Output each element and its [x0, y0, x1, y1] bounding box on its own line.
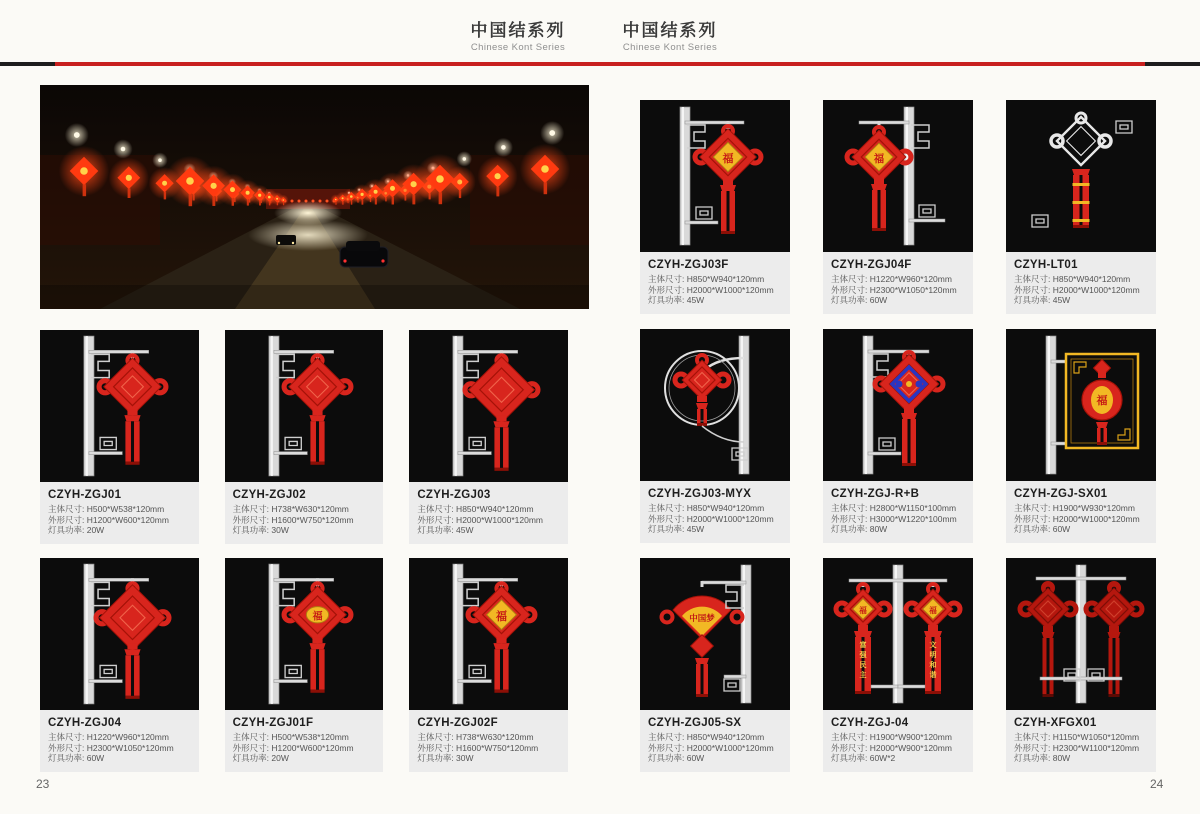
- svg-text:福: 福: [722, 153, 734, 165]
- product-spec-line: 灯具功率: 80W: [831, 524, 888, 534]
- product-image: [40, 330, 199, 482]
- product-label: [823, 481, 973, 543]
- product-card: [225, 558, 384, 772]
- product-image: [40, 558, 199, 710]
- product-spec-line: 灯具功率: 60W: [831, 295, 888, 305]
- product-specs: [831, 732, 965, 764]
- street-night-photo: [40, 85, 589, 309]
- product-spec-line: 外形尺寸: H2000*W1000*120mm: [1014, 284, 1140, 295]
- product-spec-line: 外形尺寸: H2000*W900*120mm: [831, 742, 952, 753]
- product-spec-line: 灯具功率: 45W: [1014, 295, 1071, 305]
- product-code: CZYH-ZGJ-R+B: [831, 488, 920, 500]
- product-label: [640, 252, 790, 314]
- product-spec-line: 外形尺寸: H1600*W750*120mm: [232, 514, 354, 525]
- product-specs: [831, 274, 965, 306]
- product-label: [823, 252, 973, 314]
- series-subtitle-en-left: Chinese Kont Series: [470, 42, 566, 53]
- product-label: [40, 482, 199, 544]
- svg-text:主: 主: [859, 672, 867, 679]
- product-spec-line: 灯具功率: 80W: [1014, 753, 1071, 763]
- product-code: CZYH-LT01: [1014, 259, 1078, 271]
- product-code: CZYH-ZGJ03-MYX: [648, 488, 752, 500]
- product-spec-line: 主体尺寸: H850*W940*120mm: [417, 504, 534, 514]
- product-spec-line: 外形尺寸: H2000*W1000*120mm: [648, 742, 774, 753]
- product-spec-line: 灯具功率: 45W: [648, 524, 705, 534]
- product-image: [640, 329, 790, 481]
- product-specs: [417, 504, 560, 536]
- product-specs: [831, 503, 965, 535]
- product-card: [1006, 558, 1156, 772]
- product-specs: [48, 504, 191, 536]
- product-card: [409, 330, 568, 544]
- page-number-left: 23: [36, 777, 50, 791]
- product-code: CZYH-ZGJ04: [48, 717, 122, 729]
- product-code: CZYH-ZGJ-04: [831, 717, 909, 729]
- product-spec-line: 外形尺寸: H1600*W750*120mm: [417, 742, 539, 753]
- series-subtitle-en-right: Chinese Kont Series: [622, 42, 718, 53]
- product-spec-line: 灯具功率: 30W: [417, 753, 474, 763]
- svg-text:福: 福: [312, 611, 323, 623]
- svg-text:民: 民: [859, 662, 867, 669]
- product-spec-line: 主体尺寸: H1150*W1050*120mm: [1014, 732, 1140, 742]
- product-spec-line: 灯具功率: 45W: [648, 295, 705, 305]
- product-label: [823, 710, 973, 772]
- product-label: [1006, 252, 1156, 314]
- product-code: CZYH-ZGJ02F: [417, 717, 498, 729]
- product-spec-line: 主体尺寸: H850*W940*120mm: [1014, 274, 1131, 284]
- product-spec-line: 外形尺寸: H1200*W600*120mm: [232, 742, 354, 753]
- svg-text:福: 福: [496, 610, 508, 623]
- product-spec-line: 主体尺寸: H500*W538*120mm: [48, 504, 165, 514]
- product-image: [409, 330, 568, 482]
- product-label: [640, 481, 790, 543]
- product-label: [225, 710, 384, 772]
- product-spec-line: 灯具功率: 60W: [1014, 524, 1071, 534]
- product-spec-line: 外形尺寸: H2000*W1000*120mm: [648, 513, 774, 524]
- product-label: [640, 710, 790, 772]
- product-spec-line: 主体尺寸: H850*W940*120mm: [648, 274, 765, 284]
- product-specs: [648, 503, 782, 535]
- product-grid-left: [40, 330, 568, 772]
- product-image: [225, 330, 384, 482]
- product-label: [40, 710, 199, 772]
- header-rule-end-right: [1145, 62, 1200, 66]
- svg-text:富: 富: [859, 642, 867, 649]
- product-card: [640, 100, 790, 314]
- product-label: [1006, 710, 1156, 772]
- product-spec-line: 主体尺寸: H2800*W1150*100mm: [831, 503, 957, 513]
- svg-text:明: 明: [929, 652, 937, 659]
- product-grid-right: [640, 100, 1156, 772]
- product-code: CZYH-ZGJ03: [417, 489, 491, 501]
- product-specs: [648, 274, 782, 306]
- product-image: [225, 558, 384, 710]
- product-image: [409, 558, 568, 710]
- svg-text:文: 文: [929, 642, 937, 649]
- product-spec-line: 主体尺寸: H500*W538*120mm: [232, 732, 349, 742]
- product-specs: [1014, 732, 1148, 764]
- product-label: [409, 710, 568, 772]
- header-rule-end-left: [0, 62, 55, 66]
- product-specs: [233, 732, 376, 764]
- svg-text:和: 和: [929, 662, 937, 669]
- product-code: CZYH-ZGJ05-SX: [648, 717, 742, 729]
- product-spec-line: 外形尺寸: H3000*W1220*100mm: [831, 513, 957, 524]
- product-spec-line: 灯具功率: 20W: [48, 525, 105, 535]
- product-spec-line: 外形尺寸: H2000*W1000*120mm: [648, 284, 774, 295]
- product-card: [409, 558, 568, 772]
- product-spec-line: 灯具功率: 20W: [232, 753, 289, 763]
- page-number-right: 24: [1150, 777, 1164, 791]
- product-image: [1006, 329, 1156, 481]
- product-specs: [417, 732, 560, 764]
- product-specs: [48, 732, 191, 764]
- page-left-header: [433, 16, 603, 53]
- product-label: [409, 482, 568, 544]
- product-spec-line: 外形尺寸: H2000*W1000*120mm: [1014, 513, 1140, 524]
- series-title-cn-left: 中国结系列: [470, 21, 566, 40]
- product-spec-line: 灯具功率: 60W: [648, 753, 705, 763]
- product-spec-line: 外形尺寸: H2300*W1050*120mm: [48, 742, 174, 753]
- product-label: [1006, 481, 1156, 543]
- product-image: [823, 100, 973, 252]
- product-card: [823, 329, 973, 543]
- product-specs: [1014, 274, 1148, 306]
- product-spec-line: 灯具功率: 60W*2: [831, 753, 896, 763]
- product-specs: [648, 732, 782, 764]
- product-card: [823, 100, 973, 314]
- svg-text:中国梦: 中国梦: [689, 613, 715, 623]
- svg-text:福: 福: [929, 605, 937, 615]
- product-code: CZYH-ZGJ-SX01: [1014, 488, 1108, 500]
- product-spec-line: 外形尺寸: H2300*W1050*120mm: [831, 284, 957, 295]
- header-rule: [0, 62, 1200, 66]
- product-image: [640, 558, 790, 710]
- product-image: [823, 329, 973, 481]
- product-spec-line: 外形尺寸: H1200*W600*120mm: [48, 514, 169, 525]
- product-code: CZYH-ZGJ01: [48, 489, 122, 501]
- product-spec-line: 灯具功率: 60W: [48, 753, 105, 763]
- product-image: [1006, 558, 1156, 710]
- product-card: [1006, 329, 1156, 543]
- product-code: CZYH-XFGX01: [1014, 717, 1097, 729]
- page-right-header: [585, 16, 755, 53]
- product-spec-line: 主体尺寸: H1900*W930*120mm: [1014, 503, 1135, 513]
- product-code: CZYH-ZGJ02: [232, 489, 306, 501]
- product-specs: [233, 504, 376, 536]
- product-spec-line: 外形尺寸: H2300*W1100*120mm: [1014, 742, 1140, 753]
- product-card: [823, 558, 973, 772]
- product-image: [823, 558, 973, 710]
- series-title-cn-right: 中国结系列: [622, 21, 718, 40]
- svg-text:福: 福: [1096, 395, 1108, 407]
- product-card: [640, 329, 790, 543]
- product-card: [40, 558, 199, 772]
- product-spec-line: 外形尺寸: H2000*W1000*120mm: [417, 514, 543, 525]
- product-code: CZYH-ZGJ04F: [831, 259, 912, 271]
- product-spec-line: 主体尺寸: H738*W630*120mm: [417, 732, 534, 742]
- product-code: CZYH-ZGJ01F: [232, 717, 314, 729]
- product-spec-line: 主体尺寸: H850*W940*120mm: [648, 503, 765, 513]
- product-spec-line: 灯具功率: 45W: [417, 525, 474, 535]
- svg-text:强: 强: [859, 652, 867, 659]
- product-spec-line: 主体尺寸: H1900*W900*120mm: [831, 732, 952, 742]
- product-spec-line: 主体尺寸: H1220*W960*120mm: [48, 732, 169, 742]
- product-spec-line: 主体尺寸: H1220*W960*120mm: [831, 274, 952, 284]
- product-card: [40, 330, 199, 544]
- svg-text:谐: 谐: [929, 672, 937, 679]
- product-spec-line: 主体尺寸: H850*W940*120mm: [648, 732, 765, 742]
- product-card: [1006, 100, 1156, 314]
- product-image: [640, 100, 790, 252]
- product-specs: [1014, 503, 1148, 535]
- product-card: [640, 558, 790, 772]
- product-label: [225, 482, 384, 544]
- svg-text:福: 福: [873, 153, 885, 165]
- product-code: CZYH-ZGJ03F: [648, 259, 729, 271]
- svg-text:福: 福: [859, 605, 867, 615]
- product-spec-line: 主体尺寸: H738*W630*120mm: [232, 504, 349, 514]
- product-card: [225, 330, 384, 544]
- product-spec-line: 灯具功率: 30W: [232, 525, 289, 535]
- product-image: [1006, 100, 1156, 252]
